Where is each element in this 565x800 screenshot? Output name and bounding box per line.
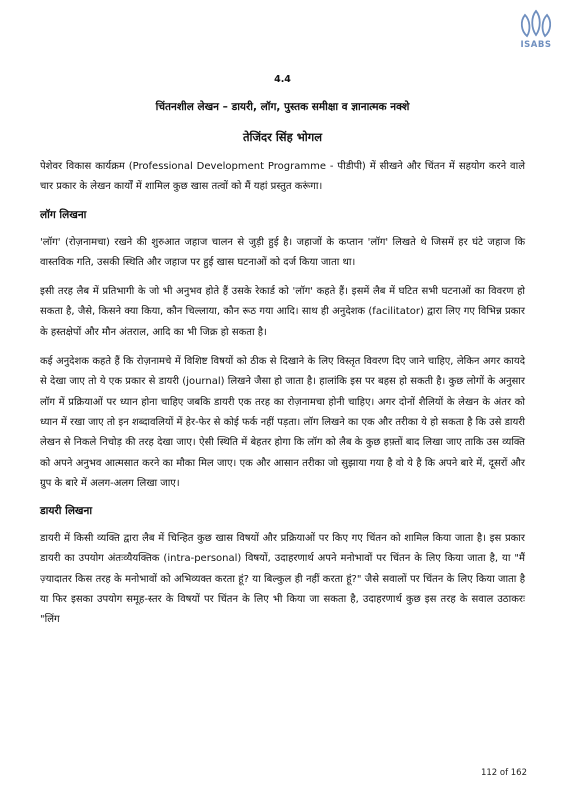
isabs-logo — [513, 6, 559, 52]
logo-text: ISABS — [520, 40, 552, 50]
intro-paragraph: पेशेवर विकास कार्यक्रम (Professional Development Programme - पीडीपी) में सीखने और चिंतन में सहयोग करने वाले चार प्रकार के लेखन कार्यों में शामिल कुछ खास तत्वों को मैं यहां प्रस्तुत करूंगा। — [40, 161, 525, 193]
document-body — [40, 157, 525, 640]
document-title: चिंतनशील लेखन – डायरी, लॉग, पुस्तक समीक्षा व ज्ञानात्मक नक्शे — [155, 101, 410, 113]
section-number: 4.4 — [274, 74, 291, 85]
diary-section-heading: डायरी लिखना — [40, 505, 93, 518]
log-section-heading: लॉग लिखना — [40, 208, 87, 221]
diary-paragraph-1: डायरी में किसी व्यक्ति द्वारा लैब में चिन्हित कुछ खास विषयों और प्रक्रियाओं पर किए गए चिंतन को शामिल किया जाता है। इस प्रकार डायरी का उपयोग अंतःव्यैयक्तिक (intra-personal) विषयों, उदाहरणार्थ अपने मनोभावों पर चिंतन के लिए किया जाता है, या "मैं ज़्यादातर किस तरह के मनोभावों को अभिव्यक्त करता हूं? या बिल्कुल ही नहीं करता हूं?" जैसे सवालों पर चिंतन के लिए किया जाता है या फिर इसका उपयोग समूह-स्तर के विषयों पर चिंतन के लिए भी किया जा सकता है, उदाहरणार्थ कुछ इस तरह के सवाल उठाकरः "लिंग — [40, 533, 525, 626]
log-paragraph-2: इसी तरह लैब में प्रतिभागी के जो भी अनुभव होते हैं उसके रेकार्ड को 'लॉग' कहते हैं। इसमें लैब में घटित सभी घटनाओं का विवरण हो सकता है, जैसे, किसने क्या किया, कौन चिल्लाया, कौन रूठ गया आदि। साथ ही अनुदेशक (facilitator) द्वारा लिए गए विभिन्न प्रकार के हस्तक्षेपों और मौन अंतराल, आदि का भी जिक्र हो सकता है। — [40, 286, 525, 338]
page-number: 112 of 162 — [480, 768, 527, 778]
log-paragraph-1: 'लॉग' (रोज़नामचा) रखने की शुरुआत जहाज चालन से जुड़ी हुई है। जहाजों के कप्तान 'लॉग' लिखते थे जिसमें हर घंटे जहाज कि वास्तविक गति, उसकी स्थिति और जहाज पर हुई खास घटनाओं को दर्ज किया जाता था। — [40, 236, 525, 268]
log-paragraph-3: कई अनुदेशक कहते हैं कि रोज़नामचे में विशिष्ट विषयों को ठीक से दिखाने के लिए विस्तृत विवरण दिए जाने चाहिए, लेकिन अगर कायदे से देखा जाए तो ये एक प्रकार से डायरी (journal) लिखने जैसा हो जाता है। हालांकि इस पर बहस हो सकती है। कुछ लोगों के अनुसार लॉग में प्रक्रियाओं पर ध्यान होना चाहिए जबकि डायरी एक तरह का रोज़नामचा होनी चाहिए। अगर दोनों शैलियों के लेखन के अंतर को ध्यान में रखा जाए तो इन शब्दावलियों में हेर-फेर से कोई फर्क नहीं पड़ता। लॉग लिखने का एक और तरीका ये हो सकता है कि उसे डायरी लेखन से निकले निचोड़ की तरह देखा जाए। ऐसी स्थिति में बेहतर होगा कि लॉग को लैब के कुछ हफ़्तों बाद लिखा जाए ताकि उस व्यक्ति को अपने अनुभव आत्मसात करने का मौका मिल जाए। एक और आसान तरीका जो सुझाया गया है वो ये है कि अपने बारे में, दूसरों और ग्रुप के बारे में अलग-अलग लिखा जाए। — [40, 356, 525, 489]
author-name: तेजिंदर सिंह भोगल — [242, 130, 323, 144]
lotus-icon — [513, 6, 559, 40]
